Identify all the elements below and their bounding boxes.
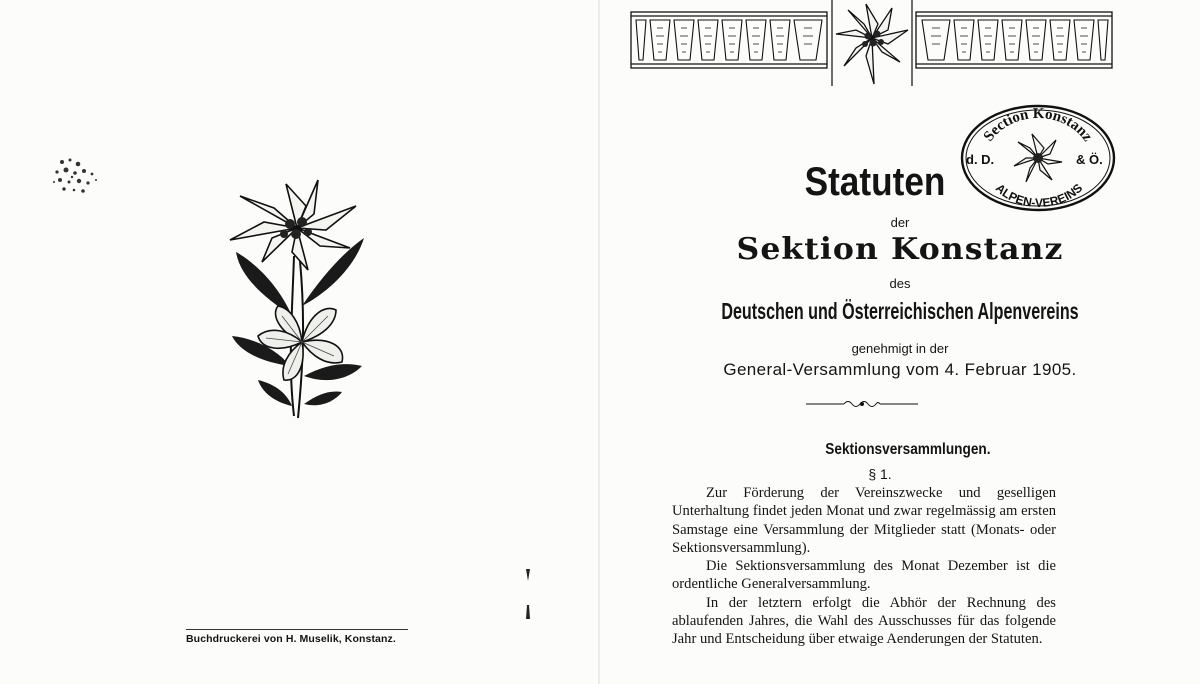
word-des: des: [889, 276, 911, 291]
stamp-right-text: & Ö.: [1076, 152, 1103, 167]
stamp-top-text: Section Konstanz: [980, 105, 1096, 145]
margin-mark: [524, 568, 532, 582]
stamp-bottom-text: ALPEN-VEREINS: [992, 180, 1086, 210]
edelweiss-vignette: [222, 166, 372, 442]
body-paragraph: In der letztern erfolgt die Abhör der Rechnung des ablaufenden Jahres, die Wahl des Ausschusses für das folgende Jahr und Entscheidung über etwaige Aenderungen der Statuten.: [672, 594, 1056, 648]
body-paragraph: Zur Förderung der Vereinszwecke und geselligen Unterhaltung findet jeden Monat und zwar regelmässig am ersten Samstage eine Versammlung der Mitglieder statt (Monats- oder Sektionsversammlung).: [672, 485, 1056, 556]
assembly-line: General-Versammlung vom 4. Februar 1905.: [723, 360, 1077, 379]
right-page: [600, 0, 1200, 684]
association-name: Deutschen und Österreichischen Alpenvereins: [721, 298, 1079, 324]
word-der: der: [890, 215, 910, 230]
paragraph-number: § 1.: [868, 466, 892, 482]
approved-line: genehmigt in der: [851, 341, 949, 356]
section-name: Sektion Konstanz: [736, 232, 1064, 267]
body-paragraph: Die Sektionsversammlung des Monat Dezember ist die ordentliche Generalversammlung.: [672, 558, 1056, 593]
divider-ornament: [804, 397, 920, 411]
ink-smudge: [48, 152, 102, 200]
section-heading: Sektionsversammlungen.: [825, 441, 991, 458]
svg-text:Section Konstanz: [981, 106, 1096, 145]
margin-mark: [524, 604, 532, 620]
decorative-header-border: [630, 0, 1118, 88]
section-body: [672, 484, 1056, 649]
imprint-rule: [186, 629, 408, 630]
stamp-left-text: d. D.: [966, 152, 995, 167]
printer-imprint: Buchdruckerei von H. Muselik, Konstanz.: [186, 633, 396, 645]
association-stamp: [958, 102, 1116, 212]
document-title: Statuten: [804, 160, 946, 204]
